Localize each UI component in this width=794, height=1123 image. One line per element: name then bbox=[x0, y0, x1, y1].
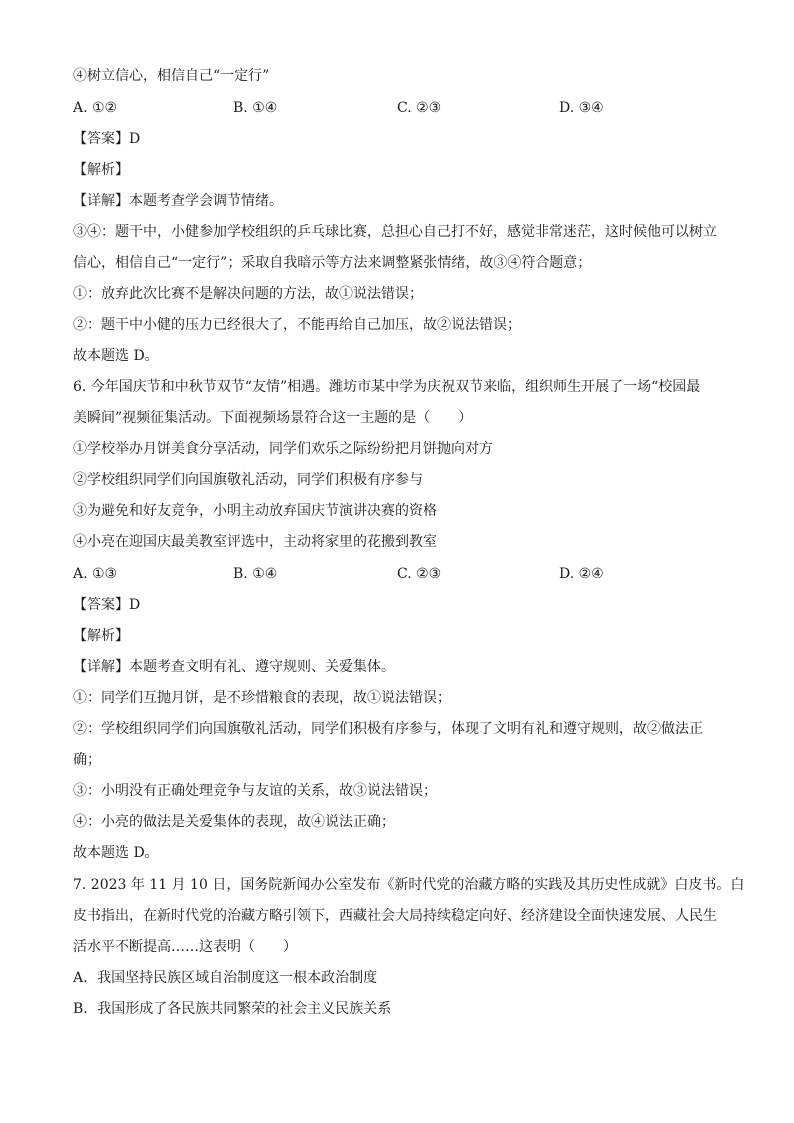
q6-statement-4: ④小亮在迎国庆最美教室评选中，主动将家里的花搬到教室 bbox=[73, 534, 437, 550]
q6-stem: 美瞬间”视频征集活动。下面视频场景符合这一主题的是（ ） bbox=[73, 410, 473, 426]
q6-conclusion: 故本题选 D。 bbox=[73, 845, 159, 861]
q6-statement-3: ③为避免和好友竞争，小明主动放弃国庆节演讲决赛的资格 bbox=[73, 503, 437, 519]
q6-analysis-heading: 【解析】 bbox=[73, 628, 129, 644]
q6-answer-options bbox=[73, 564, 733, 584]
q5-detail-line: ②：题干中小健的压力已经很大了，不能再给自己加压，故②说法错误； bbox=[73, 317, 521, 333]
q6-stem: 6. 今年国庆节和中秋节双节“友情”相遇。潍坊市某中学为庆祝双节来临，组织师生开展了一场“校园最 bbox=[73, 379, 701, 395]
q6-detail-line: 确； bbox=[73, 752, 101, 768]
q6-detail-line: ②：学校组织同学们向国旗敬礼活动，同学们积极有序参与，体现了文明有礼和遵守规则，故②做法正 bbox=[73, 721, 703, 737]
q5-option-a: A. ①② bbox=[73, 100, 118, 116]
q7-option-a: A．我国坚持民族区域自治制度这一根本政治制度 bbox=[73, 970, 378, 986]
q5-detail-intro: 【详解】本题考查学会调节情绪。 bbox=[73, 193, 283, 209]
q6-detail-line: ③：小明没有正确处理竞争与友谊的关系，故③说法错误； bbox=[73, 783, 437, 799]
q5-analysis-heading: 【解析】 bbox=[73, 162, 129, 178]
q5-detail-line: 信心，相信自己“一定行”；采取自我暗示等方法来调整紧张情绪，故③④符合题意； bbox=[73, 255, 592, 271]
q5-option-d: D. ③④ bbox=[559, 100, 604, 116]
q6-detail-intro: 【详解】本题考查文明有礼、遵守规则、关爱集体。 bbox=[73, 659, 395, 675]
q6-option-d: D. ②④ bbox=[559, 566, 604, 582]
q5-conclusion: 故本题选 D。 bbox=[73, 348, 159, 364]
q5-answer: 【答案】D bbox=[73, 131, 141, 147]
q6-statement-1: ①学校举办月饼美食分享活动，同学们欢乐之际纷纷把月饼抛向对方 bbox=[73, 441, 493, 457]
q7-stem: 皮书指出，在新时代党的治藏方略引领下，西藏社会大局持续稳定向好、经济建设全面快速发展、人民生 bbox=[73, 908, 717, 924]
q6-option-c: C. ②③ bbox=[397, 566, 442, 582]
q6-answer: 【答案】D bbox=[73, 597, 141, 613]
option-line-4: ④树立信心，相信自己“一定行” bbox=[73, 68, 270, 84]
q6-detail-line: ④：小亮的做法是关爱集体的表现，故④说法正确； bbox=[73, 814, 395, 830]
q6-statement-2: ②学校组织同学们向国旗敬礼活动，同学们积极有序参与 bbox=[73, 472, 423, 488]
q7-stem: 活水平不断提高……这表明（ ） bbox=[73, 939, 297, 955]
q6-detail-line: ①：同学们互抛月饼，是不珍惜粮食的表现，故①说法错误； bbox=[73, 690, 451, 706]
q5-detail-line: ①：放弃此次比赛不是解决问题的方法，故①说法错误； bbox=[73, 286, 423, 302]
q6-option-b: B. ①④ bbox=[233, 566, 278, 582]
q5-detail-line: ③④：题干中，小健参加学校组织的乒乓球比赛，总担心自己打不好，感觉非常迷茫，这时候他可以树立 bbox=[73, 224, 717, 240]
q6-option-a: A. ①③ bbox=[73, 566, 118, 582]
q5-option-c: C. ②③ bbox=[397, 100, 442, 116]
q7-option-b: B．我国形成了各民族共同繁荣的社会主义民族关系 bbox=[73, 1001, 392, 1017]
q5-answer-options bbox=[73, 98, 733, 118]
q7-stem: 7. 2023 年 11 月 10 日，国务院新闻办公室发布《新时代党的治藏方略的实践及其历史性成就》白皮书。白 bbox=[73, 877, 745, 893]
q5-option-b: B. ①④ bbox=[233, 100, 278, 116]
